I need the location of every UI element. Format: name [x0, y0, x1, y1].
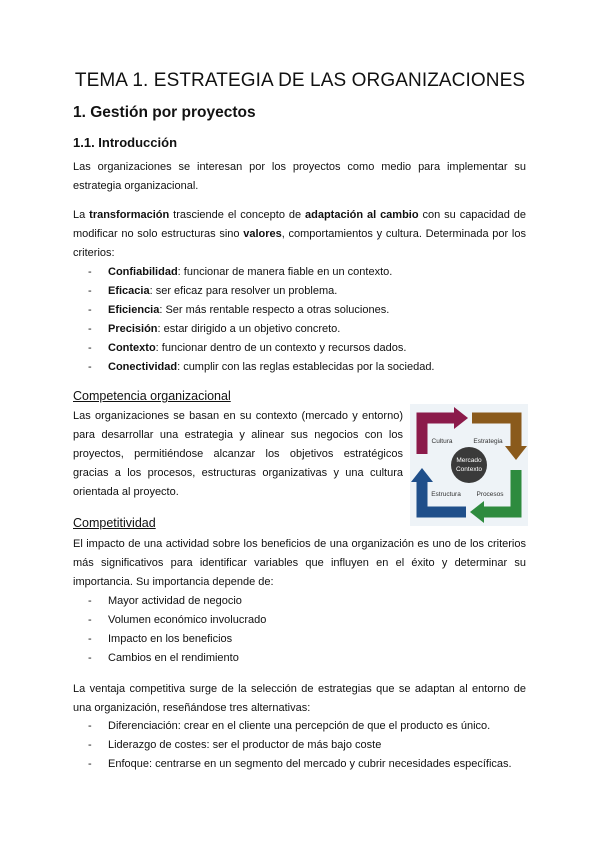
intro-paragraph: Las organizaciones se interesan por los proyectos como medio para implementar su estrategia organizacional.	[73, 161, 526, 192]
list-item	[88, 301, 528, 320]
bold-term: adaptación al cambio	[305, 209, 419, 221]
competencia-paragraph: Las organizaciones se basan en su contexto (mercado y entorno) para desarrollar una estrategia y alinear sus negocios con los proyectos, permitiéndose alcanzar los objetivos estratégicos gracias a los procesos, estructuras organizativas y una cultura orientada al proyecto.	[73, 410, 403, 498]
bold-term: valores	[243, 228, 282, 240]
criterion-term: Confiabilidad	[108, 266, 178, 278]
criterion-desc: : cumplir con las reglas establecidas por la sociedad.	[177, 361, 435, 373]
label-estructura: Estructura	[431, 491, 461, 498]
center-circle	[451, 447, 487, 483]
list-item: - Liderazgo de costes: ser el productor de más bajo coste	[88, 736, 528, 755]
criteria-list	[88, 263, 528, 377]
criterion-desc: : funcionar de manera fiable en un contexto.	[177, 266, 393, 278]
competitividad-paragraph: El impacto de una actividad sobre los beneficios de una organización es uno de los criterios más significativos para identificar variables que influyen en el éxito y determinar su importancia. Su importancia depende de:	[73, 538, 526, 588]
label-estrategia: Estrategia	[473, 438, 503, 445]
criterion-desc: : ser eficaz para resolver un problema.	[149, 285, 338, 297]
text-run: trasciende el concepto de	[169, 209, 305, 221]
section-heading: 1. Gestión por proyectos	[73, 104, 256, 121]
list-item	[88, 282, 528, 301]
criterion-term: Eficacia	[108, 285, 150, 297]
center-label-2: Contexto	[455, 466, 483, 473]
competitividad-heading: Competitividad	[73, 516, 156, 530]
criterion-desc: : estar dirigido a un objetivo concreto.	[157, 323, 341, 335]
criterion-term: Precisión	[108, 323, 158, 335]
alternatives-list	[88, 717, 528, 774]
list-item: - Cambios en el rendimiento	[88, 649, 528, 668]
ventaja-paragraph: La ventaja competitiva surge de la selección de estrategias que se adaptan al entorno de una organización, reseñándose tres alternativas:	[73, 683, 526, 714]
competencia-heading: Competencia organizacional	[73, 389, 231, 403]
criterion-term: Contexto	[108, 342, 156, 354]
subsection-heading: 1.1. Introducción	[73, 135, 178, 150]
list-item: - Volumen económico involucrado	[88, 611, 528, 630]
text-run: con su capacidad de modificar no solo estructuras sino	[73, 209, 526, 240]
strategy-cycle-diagram	[410, 404, 528, 526]
text-run: , comportamientos y cultura. Determinada por los criterios:	[73, 228, 526, 259]
factors-list	[88, 592, 528, 668]
document-title: TEMA 1. ESTRATEGIA DE LAS ORGANIZACIONES	[74, 70, 526, 91]
criterion-desc: : funcionar dentro de un contexto y recursos dados.	[155, 342, 407, 354]
text-run: La	[73, 209, 90, 221]
list-item: - Impacto en los beneficios	[88, 630, 528, 649]
list-item	[88, 339, 528, 358]
criterion-desc: : Ser más rentable respecto a otras soluciones.	[159, 304, 390, 316]
cycle-svg	[410, 404, 528, 526]
list-item	[88, 358, 528, 377]
transformation-paragraph	[73, 206, 526, 263]
list-item: - Enfoque: centrarse en un segmento del mercado y cubrir necesidades específicas.	[88, 755, 528, 774]
center-label-1: Mercado	[456, 457, 482, 464]
list-item	[88, 320, 528, 339]
label-procesos: Procesos	[476, 491, 504, 498]
label-cultura: Cultura	[431, 438, 453, 445]
list-item	[88, 263, 528, 282]
list-item: - Diferenciación: crear en el cliente una percepción de que el producto es único.	[88, 717, 528, 736]
criterion-term: Conectividad	[108, 361, 178, 373]
criterion-term: Eficiencia	[108, 304, 160, 316]
bold-term: transformación	[89, 209, 170, 221]
list-item: - Mayor actividad de negocio	[88, 592, 528, 611]
